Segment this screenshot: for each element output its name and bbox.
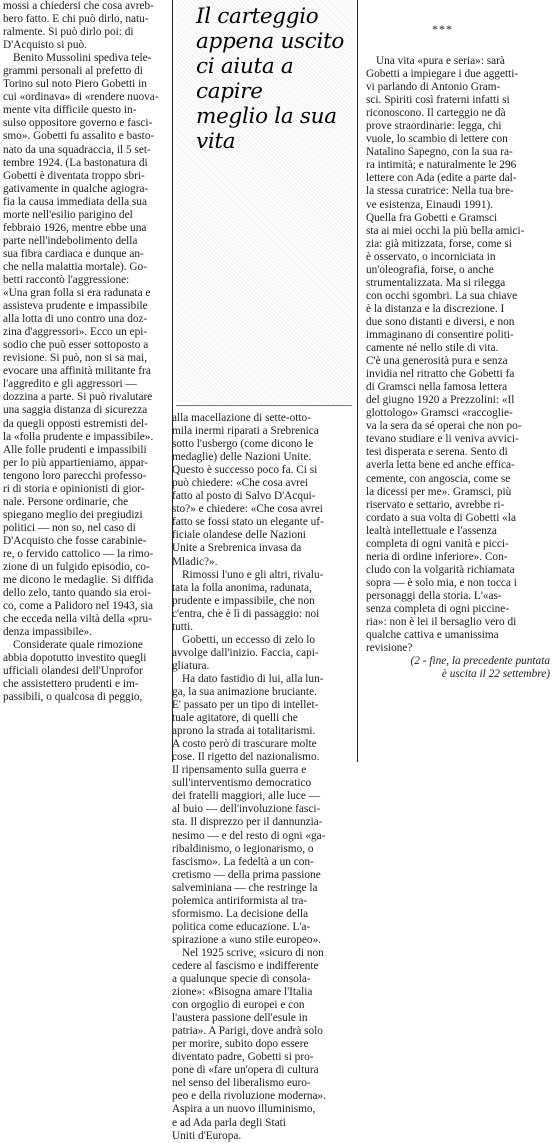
text-line: Ha dato fastidio di lui, alla lun- (182, 672, 324, 685)
text-line: Gobetti è diventata troppo sbri- (3, 169, 145, 182)
text-line: fatto al posto di Salvo D'Acqui- (172, 490, 316, 503)
text-line: salveminiana — che restringe la (172, 881, 318, 894)
text-line: grammi personali al prefetto di (3, 65, 143, 78)
text-line: camente né nello stile di vita. (366, 342, 499, 355)
text-line: evocare una affinità militante fra (3, 365, 151, 378)
text-line: c'entra, che è lì di passaggio: noi (172, 607, 320, 620)
text-line: senza completa di ogni piccine- (366, 602, 510, 615)
text-line: avvolge dall'inizio. Faccia, capi- (172, 646, 319, 659)
text-line: da quegli opposti estremisti del- (3, 417, 148, 430)
headline-line: meglio la sua vita (196, 104, 337, 154)
text-line: immaginano di consentire politi- (366, 328, 514, 341)
text-line: ficiale olandese delle Nazioni (172, 529, 306, 542)
text-line: con orgoglio di europei e con (172, 999, 305, 1012)
text-line: la stessa curatrice: Nella tua bre- (366, 185, 514, 198)
text-line: tutti. (172, 620, 194, 633)
text-line: due sono distanti e diversi, e non (366, 315, 515, 328)
text-line: ria»: non è lei il bersaglio vero di (366, 616, 517, 629)
text-line: è uscita il 22 settembre) (441, 668, 550, 681)
text-line: D'Acquisto che fosse carabinie- (3, 534, 147, 547)
text-line: Il ripensamento sulla guerra e (172, 764, 307, 777)
text-line: la dicessi per me». Gramsci, più (366, 485, 512, 498)
headline-line: Il carteggio (196, 4, 319, 29)
text-line: gativamente in qualche agiogra- (3, 182, 149, 195)
text-line: sua fibra cardiaca e dunque an- (3, 247, 144, 260)
text-line: nesimo — e del resto di ogni «ga- (172, 829, 326, 842)
text-line: nale. Persone ordinarie, che (3, 495, 129, 508)
text-line: Aspira a un nuovo illuminismo, (172, 1103, 316, 1116)
text-line: aprono la strada ai totalitarismi. (172, 725, 316, 738)
text-line: Mladic?». (172, 555, 218, 568)
text-line: pone di «fare un'opera di cultura (172, 1064, 319, 1077)
text-line: Uniti d'Europa. (172, 1129, 242, 1142)
text-line: zina d'aggressori». Ecco un epi- (3, 326, 148, 339)
text-line: nel senso del liberalismo euro- (172, 1077, 311, 1090)
text-line: cretismo — della prima passione (172, 868, 321, 881)
text-line: sta ai miei occhi la più bella amici- (366, 224, 525, 237)
text-line: cemente, con angoscia, come se (366, 472, 511, 485)
text-line: lettere con Ada (edite a parte dal- (366, 172, 517, 185)
text-line: Gobetti a impiegare i due aggetti- (366, 68, 519, 81)
text-line: sodio che può esser sottoposto a (3, 339, 149, 352)
text-line: che nella malattia mortale). Go- (3, 260, 147, 273)
text-line: cordato a sua volta di Gobetti «la (366, 511, 516, 524)
text-line: una saggia distanza di sicurezza (3, 404, 148, 417)
text-line: ve esistenza, Einaudi 1991). (366, 198, 494, 211)
text-line: spirazione a «uno stile europeo». (172, 933, 322, 946)
text-line: qualche cattiva e umanissima (366, 629, 499, 642)
text-line: può chiedere: «Che cosa avrei (172, 477, 309, 490)
text-line: abbia dopotutto investito quegli (3, 652, 147, 665)
text-line: alla macellazione di sette-otto- (172, 412, 311, 424)
text-line: vi parlando di Antonio Gram- (366, 81, 501, 94)
text-line: me dicono le medaglie. Si diffida (3, 574, 154, 587)
text-line: cose. Il rigetto del nazionalismo. (172, 751, 320, 764)
text-line: politica come educazione. L'a- (172, 920, 311, 933)
text-line: la «folla prudente e impassibile». (3, 430, 154, 443)
text-line: fia la causa immediata della sua (3, 195, 147, 208)
text-line: revisione. Si può, non si sa mai, (3, 352, 148, 365)
text-line: del giugno 1920 a Prezzolini: «Il (366, 394, 515, 407)
text-line: Questo è successo poco fa. Ci si (172, 464, 318, 477)
text-line: febbraio 1926, mentre ebbe una (3, 221, 147, 234)
text-line: ra intimità; e naturalmente le 296 (366, 159, 517, 172)
text-line: alla lotta di uno contro una doz- (3, 313, 148, 326)
text-line: neria di ordine inferiore». Con- (366, 550, 508, 563)
text-line: passibili, o qualcosa di peggio, (3, 691, 143, 704)
text-line: va la sera da sé operai che non po- (366, 420, 522, 433)
text-line: che ecceda nella viltà della «pru- (3, 613, 152, 626)
text-line: al buio — dell'involuzione fasci- (172, 803, 321, 816)
article-column-2 (172, 412, 352, 1143)
text-line: l'aggredito e gli aggressori — (3, 378, 137, 391)
section-separator: *** (432, 22, 453, 36)
text-line: smo». Gobetti fu assalito e basto- (3, 130, 155, 143)
text-line: revisione? (366, 642, 413, 655)
text-line: parte nell'indebolimento della (3, 234, 138, 247)
text-line: zione»: «Bisogna amare l'Italia (172, 986, 313, 999)
text-line: che assistettero prudenti e im- (3, 678, 139, 691)
text-line: peo e della rivoluzione moderna». (172, 1090, 327, 1103)
text-line: dello zelo, tanto quando sia eroi- (3, 587, 152, 600)
text-line: ufficiali olandesi dell'Unprofor (3, 665, 143, 678)
text-line: riconoscono. Il carteggio ne dà (366, 107, 506, 120)
text-line: un'oleografia, forse, o anche (366, 263, 494, 276)
text-line: lealtà intellettuale e l'assenza (366, 524, 497, 537)
text-line: Unite a Srebrenica invasa da (172, 542, 302, 555)
text-line: Gobetti, un eccesso di zelo lo (182, 633, 316, 646)
text-line: mente vita difficile questo in- (3, 104, 137, 117)
text-line: polemica antiriformista al tra- (172, 894, 308, 907)
text-line: ri di storia e opinionisti di gior- (3, 482, 145, 495)
text-line: tata la folla anonima, radunata, (172, 581, 312, 594)
text-line: per morire, subito dopo essere (172, 1038, 309, 1051)
text-line: Natalino Sapegno, con la sua ra- (366, 146, 513, 159)
text-line: dozzina a parte. Si può rivalutare (3, 391, 153, 404)
text-line: tembre 1924. (La bastonatura di (3, 156, 148, 169)
text-line: averla letta bene ed anche effica- (366, 459, 515, 472)
text-line: E' passato per un tipo di intellet- (172, 699, 319, 712)
text-line: (2 - fine, la precedente puntata (410, 655, 550, 668)
text-line: betti raccontò l'aggressione: (3, 273, 130, 286)
text-line: gliatura. (172, 659, 210, 672)
text-line: Quella fra Gobetti e Gramsci (366, 211, 498, 224)
text-line: nato da una squadraccia, il 5 set- (3, 143, 151, 156)
article-column-3 (366, 55, 550, 681)
text-line: zione di un fulgido episodio, co- (3, 561, 150, 574)
text-line: vuole, lo scambio di lettere con (366, 133, 508, 146)
text-line: prove straordinarie: legga, chi (366, 120, 502, 133)
column-rule-mid (176, 405, 352, 406)
text-line: dei fratelli maggiori, alle luce — (172, 790, 321, 803)
text-line: tuale agitatore, di quelli che (172, 712, 298, 725)
text-line: Alle folle prudenti e impassibili (3, 443, 147, 456)
headline-line: ci aiuta a capire (196, 54, 294, 104)
text-line: mossi a chiedersi che cosa avreb- (3, 0, 154, 12)
text-line: è la distanza e la discrezione. I (366, 302, 505, 315)
text-line: bero fatto. E chi può dirlo, natu- (3, 13, 149, 26)
article-column-1 (3, 0, 172, 705)
text-line: sci. Spiriti così fraterni infatti si (366, 94, 510, 107)
text-line: cui «ordinava» di «rendere nuova- (3, 91, 159, 104)
text-line: medaglie) delle Nazioni Unite. (172, 451, 312, 464)
text-line: A costo però di trascurare molte (172, 738, 317, 751)
text-line: sta. Il disprezzo per il dannunzia- (172, 816, 323, 829)
text-line: cludo con la volgarità richiamata (366, 563, 515, 576)
text-line: C'è una generosità pura e senza (366, 355, 508, 368)
column-rule-right (357, 0, 358, 762)
text-line: fatto se fossi stato un elegante uf- (172, 516, 324, 529)
text-line: a qualunque specie di consola- (172, 973, 311, 986)
text-line: tesi disperata e serena. Sento di (366, 446, 508, 459)
text-line: D'Acquisto si può. (3, 39, 87, 52)
text-line: spiegano meglio dei pregiudizi (3, 508, 143, 521)
text-line: Considerate quale rimozione (13, 639, 143, 652)
text-line: ralmente. Si può dirlo poi: di (3, 26, 134, 39)
text-line: assisteva prudente e impassibile (3, 300, 148, 313)
text-line: per lo più appartieniamo, appar- (3, 456, 149, 469)
text-line: denza impassibile». (3, 626, 93, 639)
headline (196, 4, 348, 154)
text-line: personaggi della storia. L'«as- (366, 589, 502, 602)
text-line: «Una gran folla si era radunata e (3, 287, 151, 300)
text-line: sformismo. La decisione della (172, 907, 309, 920)
text-line: sto?» e chiedere: «Che cosa avrei (172, 503, 323, 516)
text-line: e ad Ada parla degli Stati (172, 1116, 286, 1129)
text-line: patria». A Parigi, dove andrà solo (172, 1025, 323, 1038)
headline-line: appena uscito (196, 29, 345, 54)
text-line: prudente e impassibile, che non (172, 594, 315, 607)
text-line: Torino sul noto Piero Gobetti in (3, 78, 147, 91)
text-line: ribaldinismo, o legionarismo, o (172, 842, 314, 855)
text-line: tevano studiare e li veniva avvici- (366, 433, 519, 446)
text-line: fascismo». La fedeltà a un con- (172, 855, 314, 868)
text-line: zia: già mitizzata, forse, come si (366, 237, 512, 250)
text-line: sopra — è solo mia, e non tocca i (366, 576, 517, 589)
text-line: re, o fervido cattolico — la rimo- (3, 547, 154, 560)
text-line: ga, la sua animazione bruciante. (172, 685, 317, 698)
text-line: glottologo» Gramsci «raccoglie- (366, 407, 513, 420)
text-line: è osservato, o incorniciata in (366, 250, 496, 263)
text-line: tengono loro parecchi professo- (3, 469, 147, 482)
text-line: Rimossi l'uno e gli altri, rivalu- (182, 568, 324, 581)
text-line: completa di ogni vanità e picci- (366, 537, 509, 550)
text-line: sotto l'usbergo (come dicono le (172, 438, 314, 451)
text-line: cedere al fascismo e indifferente (172, 959, 319, 972)
text-line: co, come a Palidoro nel 1943, sia (3, 600, 153, 613)
text-line: Nel 1925 scrive, «sicuro di non (182, 946, 324, 959)
text-line: sull'interventismo democratico (172, 777, 312, 790)
text-line: politici — non so, nel caso di (3, 521, 136, 534)
text-line: morte nell'esilio parigino del (3, 208, 133, 221)
text-line: con occhi sgombri. La sua chiave (366, 289, 518, 302)
text-line: Benito Mussolini spediva tele- (13, 52, 152, 65)
text-line: invidia nel ritratto che Gobetti fa (366, 368, 515, 381)
text-line: sulso oppositore governo e fasci- (3, 117, 153, 130)
text-line: diventato padre, Gobetti si pro- (172, 1051, 314, 1064)
text-line: mila inermi riparati a Srebrenica (172, 425, 319, 438)
text-line: Una vita «pura e seria»: sarà (376, 55, 505, 67)
text-line: riservato e settario, avrebbe ri- (366, 498, 505, 511)
text-line: di Gramsci nella famosa lettera (366, 381, 508, 394)
text-line: strumentalizzata. Ma si rilegga (366, 276, 506, 289)
text-line: l'austera passione dell'esule in (172, 1012, 308, 1025)
